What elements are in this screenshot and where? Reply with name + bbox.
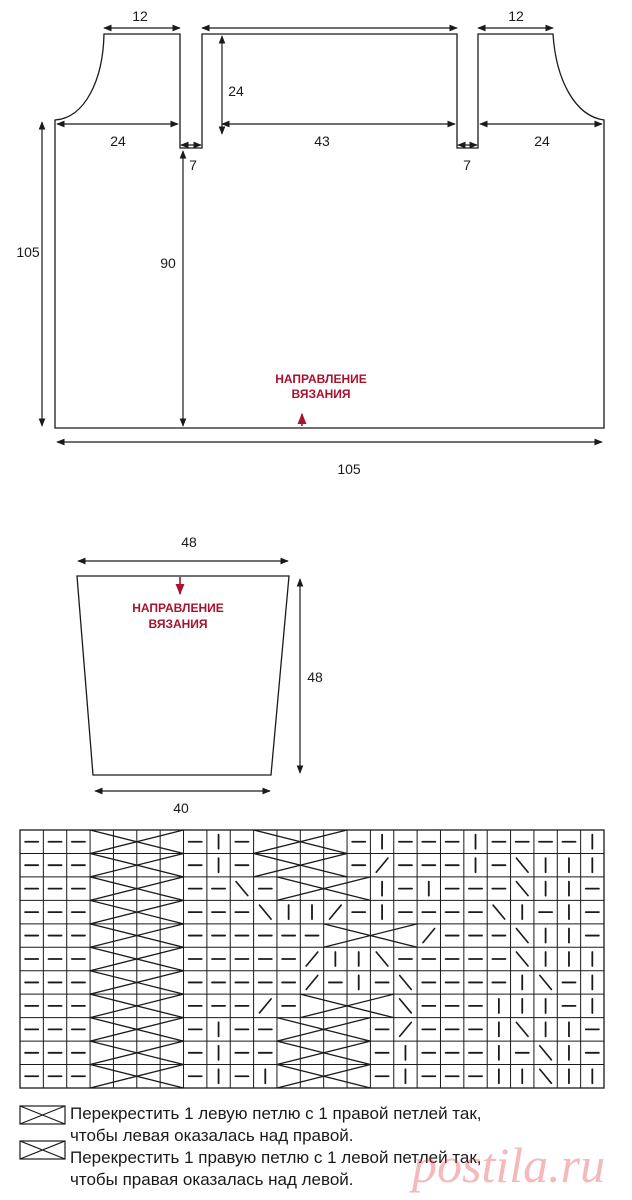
armhole-depth-label: 24 bbox=[228, 83, 244, 99]
left-slant-mark bbox=[236, 882, 248, 896]
left-slant-mark bbox=[540, 1069, 552, 1083]
legend-item1-line2: чтобы левая оказалась над правой. bbox=[70, 1126, 354, 1145]
left-slant-mark bbox=[259, 905, 271, 919]
watermark: postila.ru bbox=[412, 1137, 606, 1193]
sleeve-top-label: 48 bbox=[181, 534, 197, 550]
left-slant-mark bbox=[376, 952, 388, 966]
right-slant-mark bbox=[259, 999, 271, 1013]
body-direction-line2: ВЯЗАНИЯ bbox=[291, 387, 351, 401]
right-slant-mark bbox=[330, 905, 342, 919]
sleeve-schematic bbox=[77, 534, 323, 816]
left-slant-mark bbox=[516, 929, 528, 943]
neck-width-label: 43 bbox=[314, 133, 330, 149]
left-slant-mark bbox=[540, 975, 552, 989]
legend-item1-line1: Перекрестить 1 левую петлю с 1 правой петлей так, bbox=[70, 1104, 482, 1123]
left-slant-mark bbox=[516, 858, 528, 872]
legend-symbol-left-over-right bbox=[20, 1106, 65, 1124]
left-slant-mark bbox=[400, 999, 412, 1013]
body-outline bbox=[55, 34, 604, 428]
right-slant-mark bbox=[423, 929, 435, 943]
stitch-chart bbox=[20, 830, 604, 1088]
left-slant-mark bbox=[516, 952, 528, 966]
sleeve-bottom-label: 40 bbox=[173, 800, 189, 816]
body-schematic bbox=[16, 8, 604, 477]
body-direction-line1: НАПРАВЛЕНИЕ bbox=[275, 372, 367, 386]
shoulder-right-label: 24 bbox=[534, 133, 550, 149]
sleeve-height-label: 48 bbox=[307, 669, 323, 685]
legend-item2-line2: чтобы правая оказалась над левой. bbox=[70, 1170, 354, 1189]
legend-symbol-right-over-left bbox=[20, 1141, 65, 1159]
gap-left-label: 7 bbox=[189, 157, 197, 173]
total-width-label: 105 bbox=[337, 461, 361, 477]
left-slant-mark bbox=[400, 975, 412, 989]
left-slant-mark bbox=[516, 882, 528, 896]
right-slant-mark bbox=[400, 1022, 412, 1036]
right-slant-mark bbox=[306, 952, 318, 966]
right-slant-mark bbox=[306, 975, 318, 989]
left-slant-mark bbox=[516, 1022, 528, 1036]
gap-right-label: 7 bbox=[463, 157, 471, 173]
lower-height-label: 90 bbox=[160, 255, 176, 271]
right-slant-mark bbox=[376, 858, 388, 872]
sleeve-direction-line2: ВЯЗАНИЯ bbox=[148, 617, 208, 631]
sleeve-direction-line1: НАПРАВЛЕНИЕ bbox=[132, 601, 224, 615]
total-height-label: 105 bbox=[16, 244, 40, 260]
armhole-right-label: 12 bbox=[508, 8, 524, 24]
left-slant-mark bbox=[493, 905, 505, 919]
shoulder-left-label: 24 bbox=[110, 133, 126, 149]
left-slant-mark bbox=[540, 1046, 552, 1060]
armhole-left-label: 12 bbox=[132, 8, 148, 24]
legend-item2-line1: Перекрестить 1 правую петлю с 1 левой петлей так, bbox=[70, 1148, 482, 1167]
